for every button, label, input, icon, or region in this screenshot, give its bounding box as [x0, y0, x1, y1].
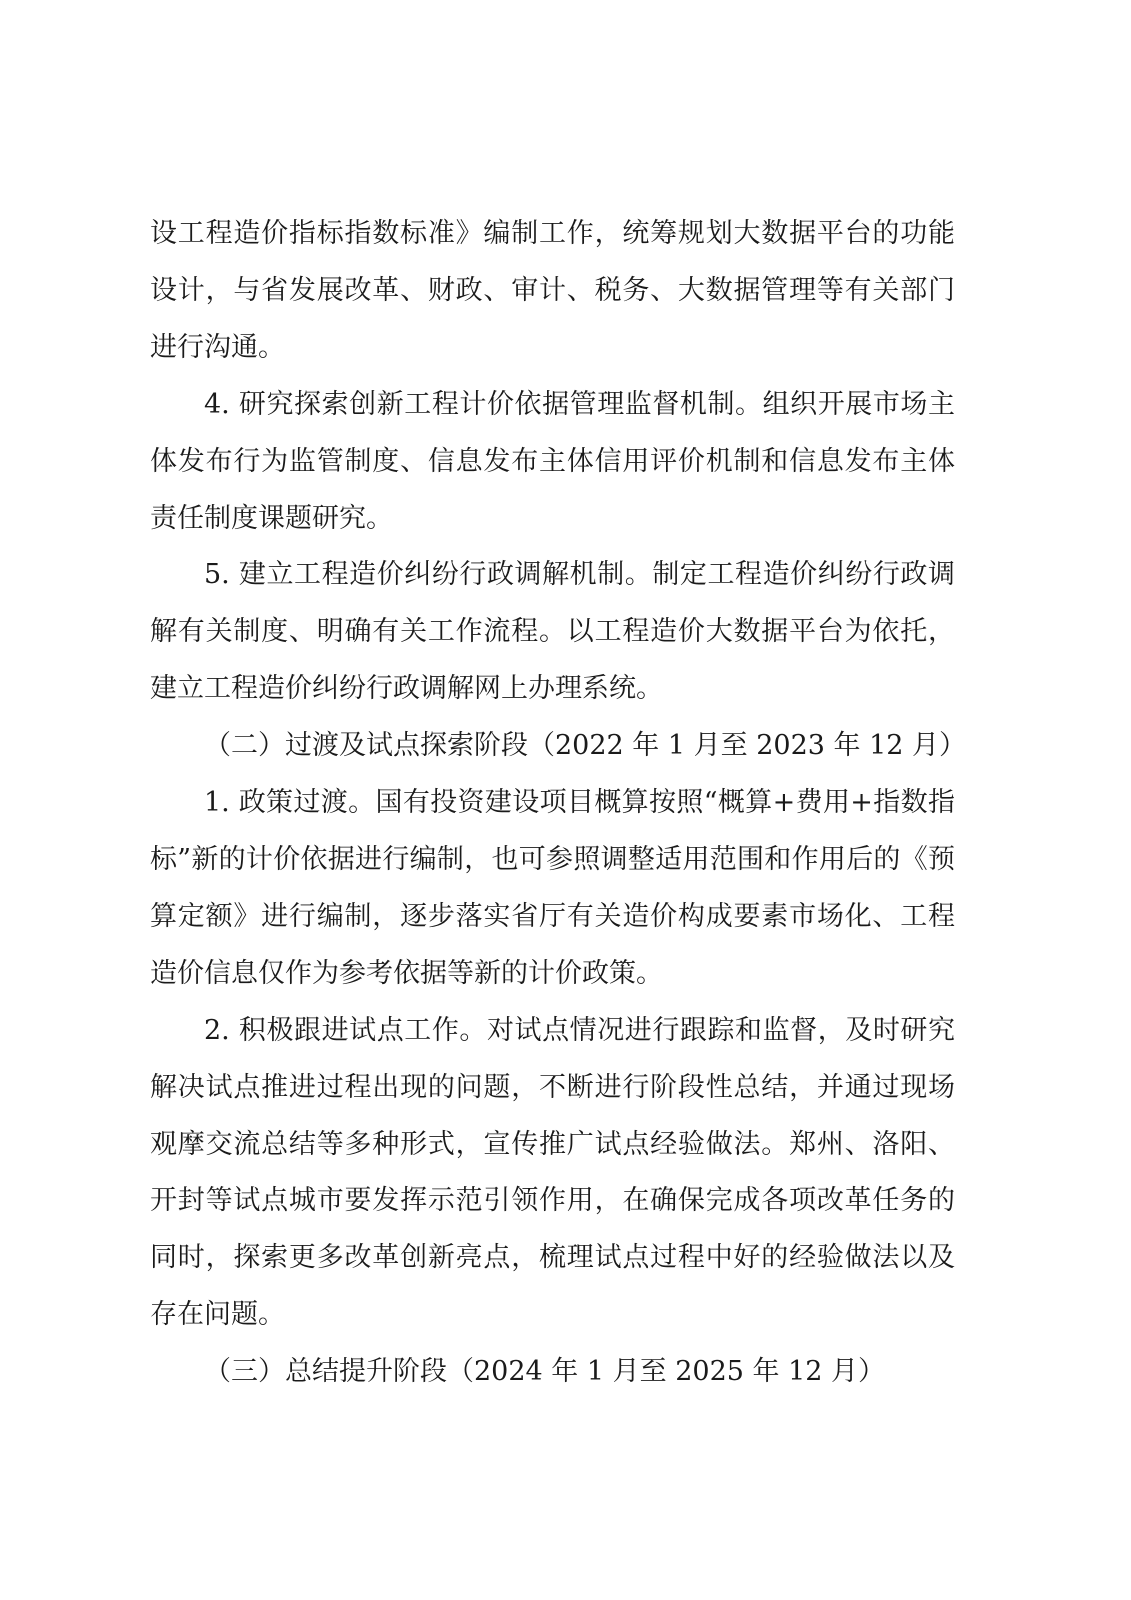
- paragraph-item-5: 5. 建立工程造价纠纷行政调解机制。制定工程造价纠纷行政调解有关制度、明确有关工作流程。以工程造价大数据平台为依托，建立工程造价纠纷行政调解网上办理系统。: [150, 559, 955, 705]
- paragraph-stage2-item-1: 1. 政策过渡。国有投资建设项目概算按照“概算+费用+指数指标”新的计价依据进行编制，也可参照调整适用范围和作用后的《预算定额》进行编制，逐步落实省厅有关造价构成要素市场化、工程造价信息仅作为参考依据等新的计价政策。: [150, 787, 955, 989]
- section-heading-stage-2: （二）过渡及试点探索阶段（2022 年 1 月至 2023 年 12 月）: [204, 730, 967, 762]
- paragraph-item-4: 4. 研究探索创新工程计价依据管理监督机制。组织开展市场主体发布行为监管制度、信息发布主体信用评价机制和信息发布主体责任制度课题研究。: [150, 388, 955, 534]
- document-body: [150, 206, 967, 1401]
- section-heading-stage-3: （三）总结提升阶段（2024 年 1 月至 2025 年 12 月）: [204, 1356, 886, 1388]
- paragraph-stage2-item-2: 2. 积极跟进试点工作。对试点情况进行跟踪和监督，及时研究解决试点推进过程出现的问题，不断进行阶段性总结，并通过现场观摩交流总结等多种形式，宣传推广试点经验做法。郑州、洛阳、开封等试点城市要发挥示范引领作用，在确保完成各项改革任务的同时，探索更多改革创新亮点，梳理试点过程中好的经验做法以及存在问题。: [150, 1014, 955, 1331]
- paragraph-continued: 设工程造价指标指数标准》编制工作，统筹规划大数据平台的功能设计，与省发展改革、财政、审计、税务、大数据管理等有关部门进行沟通。: [150, 218, 955, 363]
